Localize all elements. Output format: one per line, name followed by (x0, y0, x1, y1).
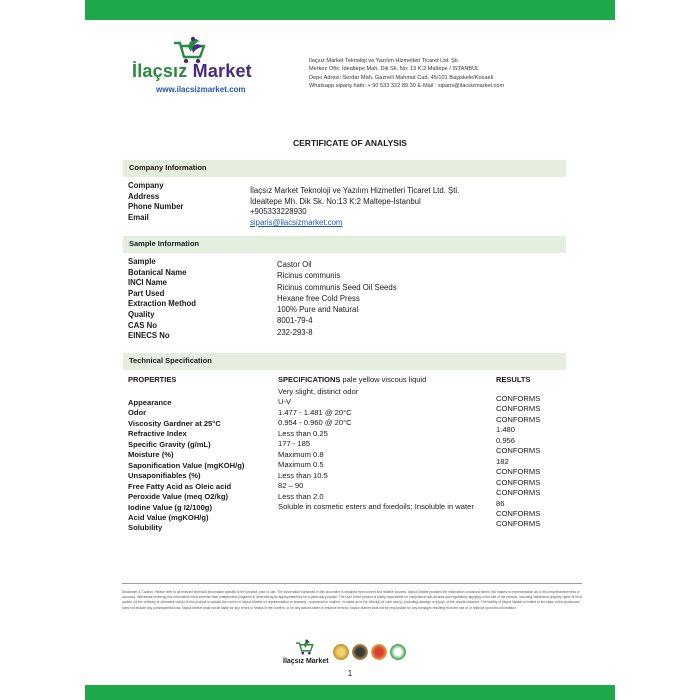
result-row: CONFORMS (496, 394, 541, 403)
spec-row: Maximum 0.8 (278, 449, 324, 459)
spec-row: 0.954 - 0.960 @ 20°C (278, 418, 352, 428)
company-info-values (250, 186, 459, 228)
spec-row: 82 – 90 (278, 481, 304, 491)
sample-info-labels (128, 257, 196, 342)
result-row: CONFORMS (496, 446, 541, 456)
result-row: CONFORMS (496, 404, 541, 414)
gold-seal-icon (333, 644, 349, 660)
company-contact-block (309, 57, 504, 91)
spec-row: Less than 2.0 (278, 491, 324, 501)
property-row: Appearance (128, 398, 172, 407)
property-row: Odor (128, 408, 147, 418)
specifications-column (278, 387, 474, 512)
label-part-used: Part Used (128, 288, 165, 298)
value-extraction-method: Hexane free Cold Press (277, 293, 360, 303)
result-row: CONFORMS (496, 467, 541, 477)
spec-row: U-V (278, 397, 292, 407)
spec-row: 177 - 185 (278, 439, 311, 449)
value-inci-name: Ricinus communis Seed Oil Seeds (277, 282, 397, 292)
value-sample: Castor Oil (277, 260, 312, 269)
results-column (496, 394, 540, 530)
label-phone: Phone Number (128, 202, 184, 212)
value-cas-no: 8001-79-4 (277, 316, 313, 326)
disclaimer-text: Disclaimer & Caution: Please refer to all relevant technical information specific to the product, prior to use. The information contained in this document is obtained from current and reliable sources. İlaçsız Market provides the information contained herein, but makes no representation as to its comprehensiveness or accuracy. Individuals receiving this information must exercise their independent judgment in determining its appropriateness for a particular purpose. The user of the product is solely responsible for compliance with all laws and regulations applying to the use of the product, including intellectual property rights of third parties. As the ordinary or otherwise use(s) of this product is outside the control of İlaçsız Market no representation or warranty - expressed or implied - is made as to the effect(s) of such use(s), (including damage or injury), or the results obtained. The liability of İlaçsız Market is limited to the value of the goods and does not include any consequential loss. İlaçsız Market shall not be liable for any errors or delays in the content, or for any actions taken in reliance thereon. İlaçsız Market shall not be responsible for any damages resulting from the use of or reliance upon this information. (122, 590, 582, 610)
label-cas-no: CAS No (128, 320, 158, 330)
label-address: Address (128, 191, 160, 201)
label-extraction-method: Extraction Method (128, 299, 197, 309)
value-phone: +905333228930 (250, 207, 307, 217)
properties-column-header: PROPERTIES (128, 375, 177, 384)
property-row: Saponification Value (mgKOH/g) (128, 460, 245, 470)
result-row: 0.956 (496, 435, 516, 445)
sample-info-values (277, 259, 397, 338)
label-botanical-name: Botanical Name (128, 267, 187, 277)
label-einecs-no: EINECS No (128, 331, 170, 341)
results-column-header: RESULTS (496, 375, 531, 384)
result-row: 182 (496, 456, 509, 466)
company-line-name: İlaçsız Market Teknoloji ve Yazılım Hizmetleri Ticaret Ltd. Şti. (309, 58, 460, 64)
footer-logo-wordmark: İlaçsız Market (283, 658, 329, 665)
result-row: CONFORMS (496, 508, 541, 518)
spec-row: Very slight, distinct odor (278, 387, 359, 396)
spec-row: Less than 0.25 (278, 428, 328, 438)
top-green-bar (85, 0, 615, 20)
spec-row: Less than 10.5 (278, 470, 328, 480)
label-company: Company (128, 181, 164, 190)
spec-row: 1.477 - 1.481 @ 20°C (278, 407, 352, 417)
company-line-warehouse: Depo Adresi: Serdar Mah. Gazneli Mahmut Cad. 45/101 Başiskele/Kocaeli (309, 74, 494, 81)
value-botanical-name: Ricinus communis (277, 271, 341, 281)
company-info-labels (128, 181, 183, 223)
value-quality: 100% Pure and Natural (277, 305, 359, 315)
result-row: CONFORMS (496, 488, 541, 498)
footer-divider (122, 583, 582, 584)
page-number: 1 (347, 669, 353, 678)
result-row: 1.480 (496, 425, 516, 435)
technical-specification-heading: Technical Specification (123, 353, 566, 370)
document-title: CERTIFICATE OF ANALYSIS (293, 138, 407, 148)
company-line-office: Merkez Ofis: İdealtepe Mah. Dik Sk. No: 13 K:2 Maltepe / İSTANBUL (309, 66, 480, 73)
spec-row: Maximum 0.5 (278, 460, 324, 470)
properties-column (128, 398, 244, 534)
spec-row: Soluble in cosmetic esters and fixedoils; Insoluble in water (278, 501, 474, 511)
logo-wordmark: İlaçsız Market (132, 61, 252, 81)
specifications-column-header: SPECIFICATIONS pale yellow viscous liquid (278, 375, 427, 384)
bottom-green-bar (85, 685, 615, 700)
footer-logo (283, 638, 329, 668)
property-row: Free Fatty Acid as Oleic acid (128, 481, 232, 491)
company-line-whatsapp: Whatsapp sipariş hattı: + 90 533 322 89 30 E-Mail : siparis@ilacsizmarket.com (309, 83, 505, 90)
award-seal-icon (371, 644, 387, 660)
letterhead (132, 35, 572, 99)
property-row: Peroxide Value (meq O2/kg) (128, 492, 229, 502)
natural-leaf-badge-icon (390, 644, 406, 660)
result-row: CONFORMS (496, 414, 541, 424)
property-row: Moisture (%) (128, 450, 174, 460)
value-einecs-no: 232-293-8 (277, 327, 313, 337)
company-logo (132, 35, 302, 99)
certification-badges (333, 644, 409, 666)
result-row: 86 (496, 498, 505, 508)
property-row: Iodine Value (g I2/100g) (128, 502, 212, 512)
property-row: Unsaponifiables (%) (128, 471, 201, 481)
property-row: Solubility (128, 523, 163, 533)
result-row: CONFORMS (496, 477, 541, 487)
label-quality: Quality (128, 309, 155, 319)
property-row: Specific Gravity (g/mL) (128, 439, 211, 449)
value-company: İlaçsız Market Teknoloji ve Yazılım Hizmetleri Ticaret Ltd. Şti. (250, 186, 460, 195)
label-sample: Sample (128, 257, 156, 266)
company-information-heading: Company Information (123, 160, 566, 177)
property-row: Refractive Index (128, 429, 187, 439)
sample-information-heading: Sample Information (123, 236, 566, 253)
quality-seal-icon (352, 644, 368, 660)
footer-cart-logo-icon (295, 638, 315, 656)
property-row: Viscosity Gardner at 25°C (128, 418, 221, 428)
value-address: İdealtepe Mh. Dik Sk. No:13 K:2 Maltepe-İstanbul (250, 196, 421, 206)
website-url[interactable]: www.ilacsizmarket.com (156, 85, 246, 94)
property-row: Acid Value (mgKOH/g) (128, 512, 209, 522)
label-email: Email (128, 212, 149, 222)
result-row: CONFORMS (496, 519, 541, 529)
label-inci-name: INCI Name (128, 278, 167, 288)
value-email-link[interactable]: siparis@ilacsizmarket.com (250, 217, 343, 227)
